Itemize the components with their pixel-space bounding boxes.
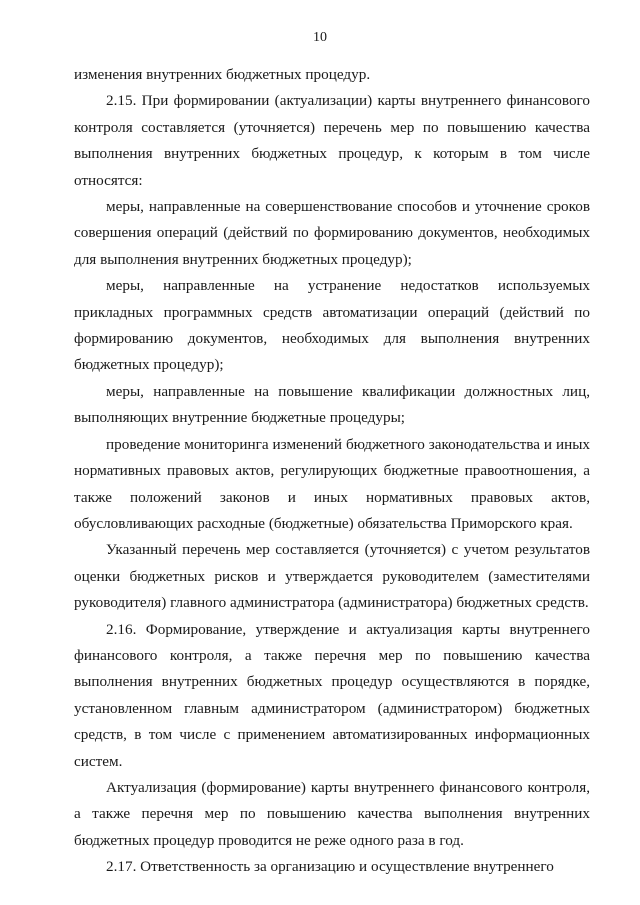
paragraph: 2.17. Ответственность за организацию и осуществление внутреннего: [106, 858, 554, 876]
paragraph: изменения внутренних бюджетных процедур.: [74, 66, 371, 83]
paragraph: меры, направленные на совершенствование способов и уточнение сроков совершения операций (действий по формированию документов, необходимых для выполнения внутренних бюджетных процедур);: [74, 198, 590, 268]
paragraph: проведение мониторинга изменений бюджетного законодательства и иных нормативных правовых актов, регулирующих бюджетные правоотношения, а также положений законов и иных нормативных правовых актов, обусловливающих расходные (бюджетные) обязательства Приморского края.: [74, 435, 590, 532]
paragraph: меры, направленные на повышение квалификации должностных лиц, выполняющих внутренние бюджетные процедуры;: [74, 382, 590, 427]
paragraph: Актуализация (формирование) карты внутреннего финансового контроля, а также перечня мер по повышению качества выполнения внутренних бюджетных процедур проводится не реже одного раза в год.: [74, 778, 590, 849]
paragraph: 2.15. При формировании (актуализации) карты внутреннего финансового контроля составляется (уточняется) перечень мер по повышению качества выполнения внутренних бюджетных процедур, к которым в том числе относятся:: [74, 92, 590, 189]
paragraph: 2.16. Формирование, утверждение и актуализация карты внутреннего финансового контроля, а также перечня мер по повышению качества выполнения внутренних бюджетных процедур осуществляются в порядке, установленном главным администратором (администратором) бюджетных средств, в том числе с применением автоматизированных информационных систем.: [74, 620, 590, 770]
page-number: 10: [313, 30, 327, 45]
document-body: [74, 62, 590, 881]
paragraph: меры, направленные на устранение недостатков используемых прикладных программных средств автоматизации операций (действий по формированию документов, необходимых для выполнения внутренних бюджетных процедур);: [74, 277, 590, 374]
paragraph: Указанный перечень мер составляется (уточняется) с учетом результатов оценки бюджетных рисков и утверждается руководителем (заместителями руководителя) главного администратора (администратора) бюджетных средств.: [74, 541, 590, 612]
